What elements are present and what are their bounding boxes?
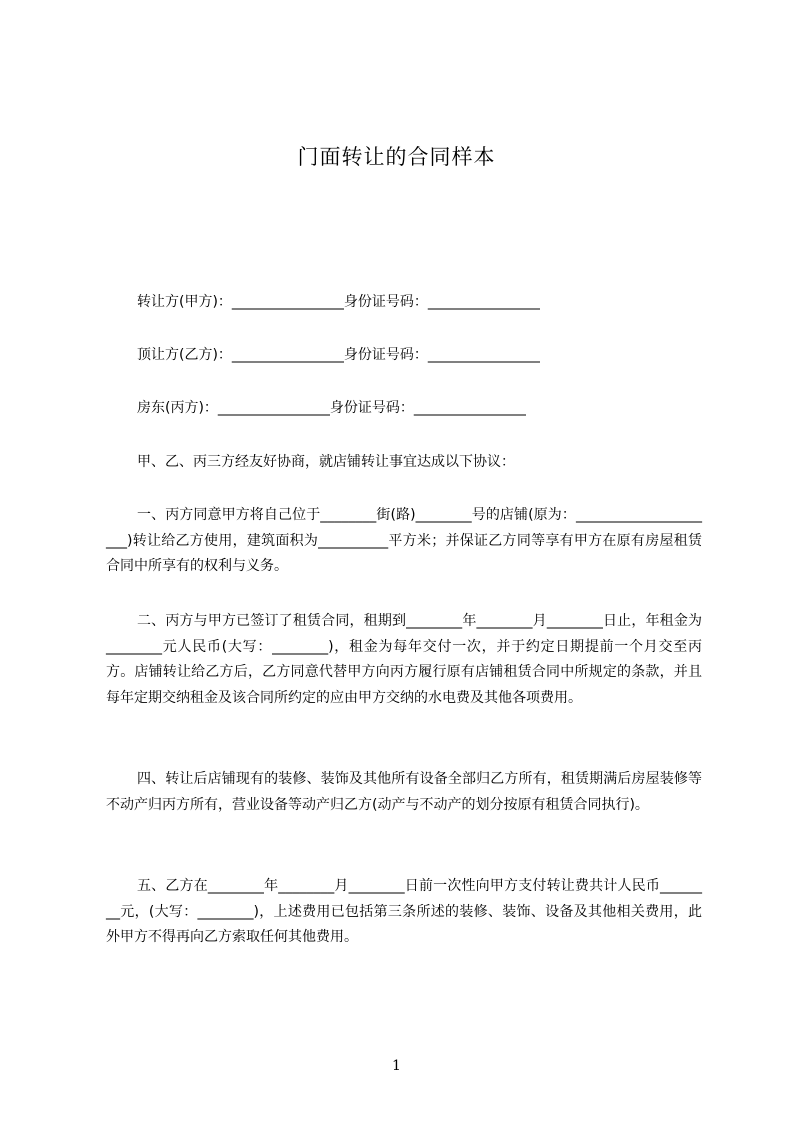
- clause-5-paragraph: 五、乙方在________年________月________日前一次性向甲方支付转让费共计人民币________元，(大写：________)，上述费用已包括第三条所述的装修、装饰、设备及其他相关费用，此外甲方不得再向乙方索取任何其他费用。: [106, 878, 702, 945]
- document-title: 门面转让的合同样本: [297, 145, 496, 169]
- transferor-field-line: 转让方(甲方)：________________身份证号码：________________: [137, 294, 540, 310]
- page-number: 1: [392, 1058, 401, 1074]
- agreement-intro: 甲、乙、丙三方经友好协商，就店铺转让事宜达成以下协议：: [137, 454, 515, 470]
- clause-2-paragraph: 二、丙方与甲方已签订了租赁合同，租期到________年________月________日止，年租金为________元人民币(大写：________)，租金为每年交付一次，并于约定日期提前一个月交至丙方。店铺转让给乙方后，乙方同意代替甲方向丙方履行原有店铺租赁合同中所规定的条款，并且每年定期交纳租金及该合同所约定的应由甲方交纳的水电费及其他各项费用。: [106, 613, 702, 706]
- clause-1-paragraph: 一、丙方同意甲方将自己位于________街(路)________号的店铺(原为：_____________________)转让给乙方使用，建筑面积为__________平方米；并保证乙方同等享有甲方在原有房屋租赁合同中所享有的权利与义务。: [106, 507, 702, 574]
- transferee-field-line: 顶让方(乙方)：________________身份证号码：________________: [137, 347, 540, 363]
- landlord-field-line: 房东(丙方)：________________身份证号码：________________: [137, 400, 526, 416]
- clause-4-paragraph: 四、转让后店铺现有的装修、装饰及其他所有设备全部归乙方所有，租赁期满后房屋装修等不动产归丙方所有，营业设备等动产归乙方(动产与不动产的划分按原有租赁合同执行)。: [106, 771, 702, 813]
